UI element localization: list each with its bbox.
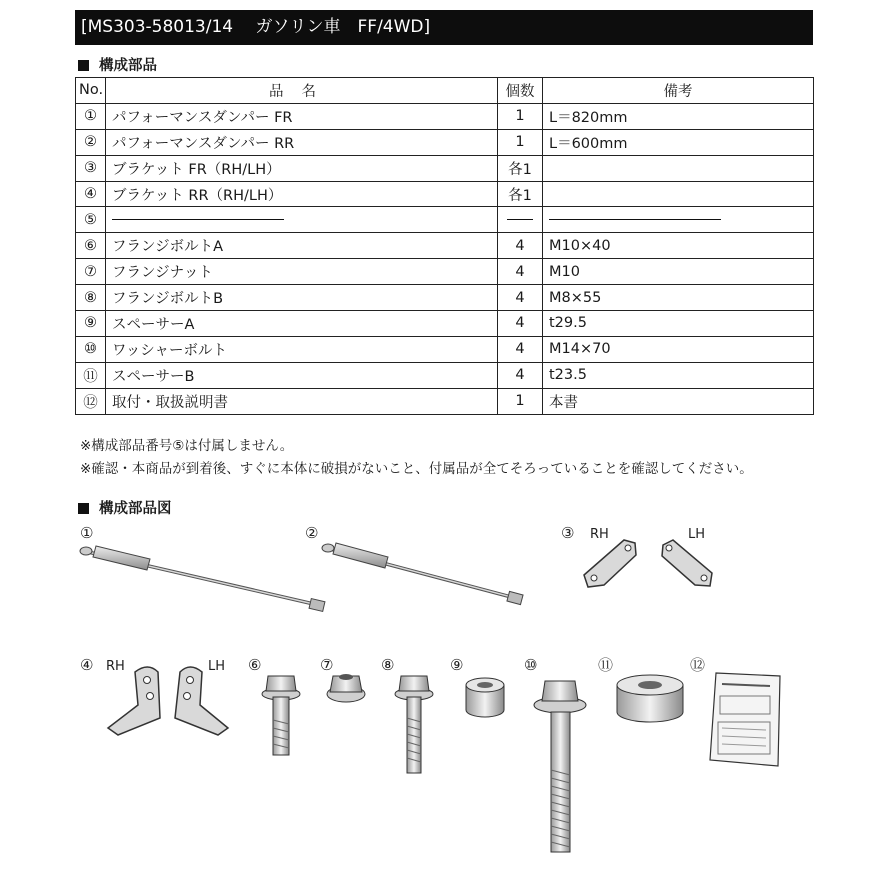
parts-diagram xyxy=(0,515,888,888)
row-name xyxy=(106,207,498,233)
row-note xyxy=(543,155,814,181)
label-1: ① xyxy=(80,524,94,542)
diagram-heading: 構成部品図 xyxy=(78,497,172,518)
row-note: 本書 xyxy=(543,388,814,414)
row-qty: 1 xyxy=(498,388,543,414)
row-name: ブラケット FR（RH/LH） xyxy=(106,155,498,181)
label-11: ⑪ xyxy=(598,656,614,674)
row-name: フランジナット xyxy=(106,259,498,285)
damper-rr-illustration xyxy=(322,543,523,605)
table-row xyxy=(76,285,814,311)
label-12: ⑫ xyxy=(690,656,706,674)
row-qty: 4 xyxy=(498,336,543,362)
table-row xyxy=(76,155,814,181)
row-note: M10×40 xyxy=(543,233,814,259)
label-3-rh: RH xyxy=(590,527,609,542)
row-qty: 4 xyxy=(498,285,543,311)
row-qty: 各1 xyxy=(498,155,543,181)
row-qty: 4 xyxy=(498,233,543,259)
row-note: M10 xyxy=(543,259,814,285)
flange-nut-illustration xyxy=(327,674,365,702)
row-name: パフォーマンスダンパー FR xyxy=(106,103,498,129)
label-10: ⑩ xyxy=(524,656,538,674)
label-4: ④ xyxy=(80,656,94,674)
label-3-lh: LH xyxy=(688,527,706,542)
row-note: t23.5 xyxy=(543,362,814,388)
row-no: ⑧ xyxy=(76,285,106,311)
row-qty xyxy=(498,207,543,233)
washer-bolt-illustration xyxy=(534,681,586,852)
row-qty: 1 xyxy=(498,129,543,155)
row-note: M8×55 xyxy=(543,285,814,311)
table-row xyxy=(76,311,814,337)
row-no: ① xyxy=(76,103,106,129)
parts-table xyxy=(75,77,814,415)
row-name: ワッシャーボルト xyxy=(106,336,498,362)
row-name: フランジボルトA xyxy=(106,233,498,259)
header-name: 品名 xyxy=(106,78,498,104)
table-row xyxy=(76,336,814,362)
table-header-row xyxy=(76,78,814,104)
flange-bolt-b-illustration xyxy=(395,676,433,773)
row-note xyxy=(543,181,814,207)
row-name: 取付・取扱説明書 xyxy=(106,388,498,414)
label-7: ⑦ xyxy=(320,656,334,674)
row-name: スペーサーA xyxy=(106,311,498,337)
row-qty: 1 xyxy=(498,103,543,129)
header-qty: 個数 xyxy=(498,78,543,104)
header-note: 備考 xyxy=(543,78,814,104)
row-qty: 各1 xyxy=(498,181,543,207)
note-2: ※確認・本商品が到着後、すぐに本体に破損がないこと、付属品が全てそろっていることを確認してください。 xyxy=(80,461,753,477)
row-name: パフォーマンスダンパー RR xyxy=(106,129,498,155)
label-6: ⑥ xyxy=(248,656,262,674)
row-note xyxy=(543,207,814,233)
label-2: ② xyxy=(305,524,319,542)
table-row xyxy=(76,181,814,207)
table-row xyxy=(76,207,814,233)
table-row xyxy=(76,259,814,285)
row-name: ブラケット RR（RH/LH） xyxy=(106,181,498,207)
square-bullet-icon xyxy=(78,60,89,71)
row-name: スペーサーB xyxy=(106,362,498,388)
row-no: ④ xyxy=(76,181,106,207)
row-qty: 4 xyxy=(498,311,543,337)
row-no: ⑩ xyxy=(76,336,106,362)
row-name: フランジボルトB xyxy=(106,285,498,311)
document-title: [MS303-58013/14 ガソリン車 FF/4WD] xyxy=(75,10,813,45)
row-no: ③ xyxy=(76,155,106,181)
parts-heading: 構成部品 xyxy=(78,54,157,75)
row-note: L＝600mm xyxy=(543,129,814,155)
row-no: ⑤ xyxy=(76,207,106,233)
row-no: ⑦ xyxy=(76,259,106,285)
table-row xyxy=(76,129,814,155)
spacer-a-illustration xyxy=(466,678,504,717)
label-8: ⑧ xyxy=(381,656,395,674)
row-no: ② xyxy=(76,129,106,155)
not-included-dash xyxy=(112,219,284,220)
header-no: No. xyxy=(76,78,106,104)
not-included-dash xyxy=(549,219,721,220)
flange-bolt-a-illustration xyxy=(262,676,300,755)
table-row xyxy=(76,103,814,129)
row-qty: 4 xyxy=(498,259,543,285)
square-bullet-icon xyxy=(78,503,89,514)
note-1: ※構成部品番号⑤は付属しません。 xyxy=(80,438,294,454)
label-4-lh: LH xyxy=(208,659,226,674)
table-row xyxy=(76,233,814,259)
row-no: ⑥ xyxy=(76,233,106,259)
bracket-rr-illustration xyxy=(108,667,228,735)
label-9: ⑨ xyxy=(450,656,464,674)
table-row xyxy=(76,388,814,414)
row-no: ⑫ xyxy=(76,388,106,414)
not-included-dash xyxy=(507,219,533,220)
damper-fr-illustration xyxy=(80,546,325,611)
row-note: L＝820mm xyxy=(543,103,814,129)
row-no: ⑪ xyxy=(76,362,106,388)
label-3: ③ xyxy=(561,524,575,542)
row-note: M14×70 xyxy=(543,336,814,362)
row-no: ⑨ xyxy=(76,311,106,337)
row-qty: 4 xyxy=(498,362,543,388)
table-row xyxy=(76,362,814,388)
spacer-b-illustration xyxy=(617,675,683,722)
label-4-rh: RH xyxy=(106,659,125,674)
manual-illustration xyxy=(710,673,780,766)
bracket-fr-illustration xyxy=(584,540,712,587)
row-note: t29.5 xyxy=(543,311,814,337)
